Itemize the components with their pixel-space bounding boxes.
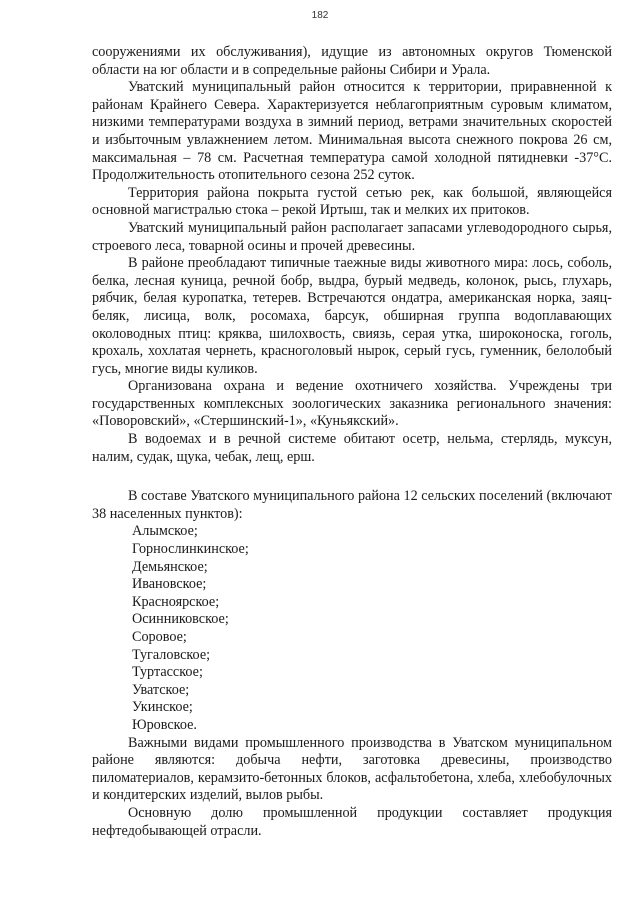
settlements-intro: В составе Уватского муниципального района 12 сельских поселений (включают 38 населенных пунктов): — [92, 488, 612, 522]
list-item: Ивановское; — [132, 576, 207, 593]
list-item: Соровое; — [132, 629, 187, 645]
list-item: Тугаловское; — [132, 646, 211, 663]
paragraph-rivers: Территория района покрыта густой сетью рек, как большой, являющейся основной магистралью стока – рекой Иртыш, так и мелких их притоков. — [92, 184, 612, 219]
list-item: Горнослинкинское; — [132, 541, 249, 558]
list-item: Демьянское; — [132, 558, 208, 575]
list-item: Укинское; — [132, 699, 193, 716]
list-item: Юровское. — [132, 716, 197, 733]
list-item: Туртасское; — [132, 664, 203, 681]
list-item: Осинниковское; — [132, 611, 229, 628]
paragraph-industry: Важными видами промышленного производства в Уватском муниципальном районе являются: добыча нефти, заготовка древесины, производство пиломатериалов, керамзито-бетонных блоков, асфальтобетона, хлеба, хлебобулочных и кондитерских изделий, вылов рыбы. — [92, 734, 612, 804]
paragraph-oil-share: Основную долю промышленной продукции составляет продукция нефтедобывающей отрасли. — [92, 804, 612, 839]
paragraph-climate: Уватский муниципальный район относится к территории, приравненной к районам Крайнего Севера. Характеризуется неблагоприятным суровым климатом, низкими температурами воздуха в зимний период, ветрами значительных скоростей и избыточным увлажнением летом. Минимальная высота снежного покрова 26 см, максимальная – 78 см. Расчетная температура самой холодной пятидневки -37°С. Продолжительность отопительного сезона 252 суток. — [92, 79, 612, 184]
paragraph-resources: Уватский муниципальный район располагает запасами углеводородного сырья, строевого леса, товарной осины и прочей древесины. — [92, 219, 612, 254]
list-item: Уватское; — [132, 681, 190, 698]
paragraph-reserves: Организована охрана и ведение охотничего хозяйства. Учреждены три государственных комплексных зоологических заказника регионального значения: «Поворовский», «Стершинский-1», «Куньякский». — [92, 378, 612, 430]
settlements-list — [92, 523, 612, 734]
document-body — [92, 44, 612, 840]
page-number: 182 — [311, 10, 329, 21]
paragraph-fauna: В районе преобладают типичные таежные виды животного мира: лось, соболь, белка, лесная куница, речной бобр, выдра, бурый медведь, колонок, рысь, глухарь, рябчик, белая куропатка, тетерев. Встречаются ондатра, американская норка, заяц-беляк, лисица, волк, росомаха, барсук, обширная группа водоплавающих околоводных птиц: кряква, шилохвость, свиязь, серая утка, широконоска, гоголь, крохаль, хохлатая чернеть, красноголовый нырок, серый гусь, гуменник, белолобый гусь, многие виды куликов. — [92, 255, 612, 377]
list-item: Красноярское; — [132, 593, 220, 610]
list-item: Алымское; — [132, 523, 198, 540]
paragraph-fish: В водоемах и в речной системе обитают осетр, нельма, стерлядь, муксун, налим, судак, щука, чебак, лещ, ерш. — [92, 431, 612, 465]
paragraph-continuation: сооружениями их обслуживания), идущие из автономных округов Тюменской области на юг области и в сопредельные районы Сибири и Урала. — [92, 44, 612, 78]
